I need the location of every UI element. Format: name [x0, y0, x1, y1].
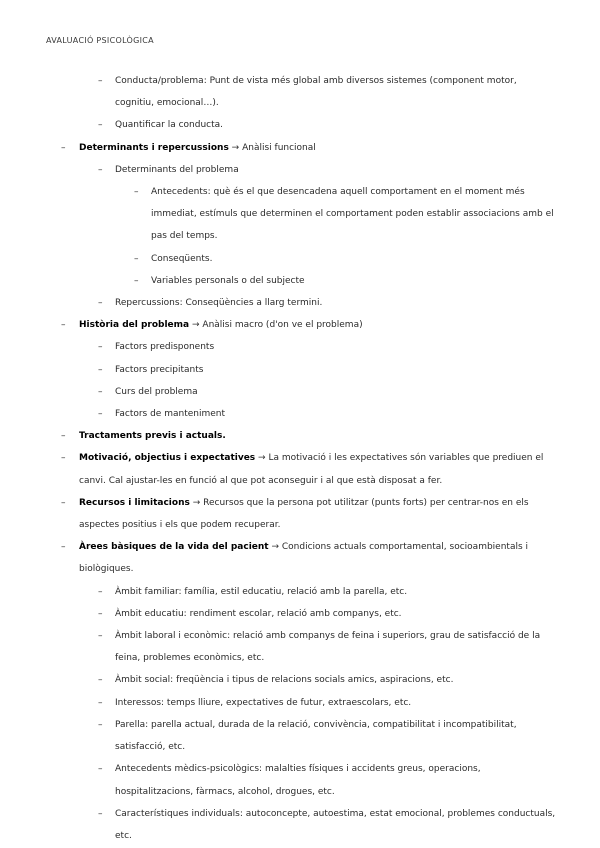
bullet-dash: –	[98, 631, 103, 642]
list-item	[0, 447, 600, 491]
bullet-dash: –	[98, 764, 103, 775]
bullet-dash: –	[98, 608, 103, 619]
bullet-dash: –	[61, 453, 66, 464]
item-text: Variables personals o del subjecte	[151, 275, 305, 286]
arrow-icon: →	[271, 542, 280, 553]
item-text: Determinants del problema	[115, 164, 239, 175]
item-text: La motivació i les expectatives són variables que prediuen el canvi. Cal ajustar-les en funció al que pot aconseguir i al que està disposat a fer.	[79, 453, 544, 486]
page-header: AVALUACIÓ PSICOLÒGICA	[46, 36, 154, 45]
arrow-icon: →	[258, 453, 266, 464]
list-item	[0, 425, 600, 447]
list-item	[0, 669, 600, 691]
item-text: Factors predisponents	[115, 342, 215, 353]
bullet-dash: –	[98, 164, 103, 175]
item-text: Conseqüents.	[151, 253, 213, 264]
list-item	[0, 692, 600, 714]
bullet-dash: –	[98, 386, 103, 397]
list-item	[0, 625, 600, 669]
item-text: Antecedents: què és el que desencadena aquell comportament en el moment més immediat, estímuls que determinen el comportament poden establir associacions amb el pas del temps.	[151, 187, 554, 242]
bullet-dash: –	[98, 675, 103, 686]
arrow-icon: →	[191, 320, 200, 331]
bullet-dash: –	[98, 697, 103, 708]
item-text: Condicions actuals comportamental, socioambientals i biològiques.	[79, 542, 529, 575]
list-item	[0, 181, 600, 248]
item-text: Factors precipitants	[115, 364, 204, 375]
bullet-dash: –	[61, 320, 66, 331]
item-text: Àmbit social: freqüència i tipus de relacions socials amics, aspiracions, etc.	[115, 675, 454, 686]
bullet-dash: –	[98, 364, 103, 375]
bullet-dash: –	[61, 431, 66, 442]
item-text: Àmbit educatiu: rendiment escolar, relació amb companys, etc.	[115, 608, 402, 619]
bullet-dash: –	[61, 497, 66, 508]
list-item	[0, 714, 600, 758]
section-heading: Àrees bàsiques de la vida del pacient	[79, 542, 269, 553]
bullet-dash: –	[98, 120, 103, 131]
item-text: Repercussions: Conseqüències a llarg termini.	[115, 298, 323, 309]
item-text: Interessos: temps lliure, expectatives de futur, extraescolars, etc.	[115, 697, 412, 708]
bullet-dash: –	[134, 275, 139, 286]
bullet-dash: –	[134, 253, 139, 264]
section-heading: Història del problema	[79, 320, 190, 331]
item-text: Recursos que la persona pot utilitzar (punts forts) per centrar-nos en els aspectes positius i els que podem recuperar.	[79, 497, 529, 531]
section-heading: Determinants i repercussions	[79, 142, 229, 153]
notes-list	[0, 70, 600, 847]
bullet-dash: –	[98, 409, 103, 420]
item-text: Factors de manteniment	[115, 409, 226, 420]
item-text: Conducta/problema: Punt de vista més global amb diversos sistemes (component motor, cognitiu, emocional…).	[115, 76, 517, 109]
bullet-dash: –	[98, 808, 103, 819]
item-text: Característiques individuals: autoconcepte, autoestima, estat emocional, problemes conductuals, etc.	[115, 808, 556, 841]
item-text: Curs del problema	[115, 386, 198, 397]
list-item	[0, 292, 600, 314]
list-item	[0, 248, 600, 270]
list-item	[0, 359, 600, 381]
arrow-icon: →	[231, 142, 240, 153]
section-heading: Recursos i limitacions	[79, 497, 190, 508]
list-item	[0, 159, 600, 181]
item-text: Parella: parella actual, durada de la relació, convivència, compatibilitat i incompatibilitat, satisfacció, etc.	[115, 719, 517, 753]
item-text: Antecedents mèdics-psicològics: malalties físiques i accidents greus, operacions, hospitalitzacions, fàrmacs, alcohol, drogues, etc.	[115, 764, 481, 797]
item-text: Àmbit laboral i econòmic: relació amb companys de feina i superiors, grau de satisfacció de la feina, problemes econòmics, etc.	[115, 631, 541, 664]
list-item	[0, 581, 600, 603]
list-item	[0, 336, 600, 358]
list-item	[0, 803, 600, 847]
list-item	[0, 114, 600, 136]
section-heading: Tractaments previs i actuals.	[79, 431, 226, 442]
list-item	[0, 403, 600, 425]
list-item	[0, 758, 600, 802]
bullet-dash: –	[98, 76, 103, 86]
list-item	[0, 70, 600, 114]
section-heading: Motivació, objectius i expectatives	[79, 453, 256, 464]
list-item	[0, 137, 600, 159]
list-item	[0, 603, 600, 625]
list-item	[0, 381, 600, 403]
list-item	[0, 314, 600, 336]
bullet-dash: –	[98, 298, 103, 309]
bullet-dash: –	[98, 719, 103, 730]
list-item	[0, 270, 600, 292]
list-item	[0, 492, 600, 536]
bullet-dash: –	[134, 187, 139, 198]
item-text: Àmbit familiar: família, estil educatiu, relació amb la parella, etc.	[115, 586, 408, 597]
list-item	[0, 536, 600, 580]
bullet-dash: –	[61, 142, 66, 153]
item-text: Anàlisi funcional	[242, 142, 316, 153]
bullet-dash: –	[61, 542, 66, 553]
bullet-dash: –	[98, 586, 103, 597]
arrow-icon: →	[192, 497, 201, 508]
bullet-dash: –	[98, 342, 103, 353]
item-text: Anàlisi macro (d'on ve el problema)	[202, 320, 363, 331]
item-text: Quantificar la conducta.	[115, 120, 224, 131]
